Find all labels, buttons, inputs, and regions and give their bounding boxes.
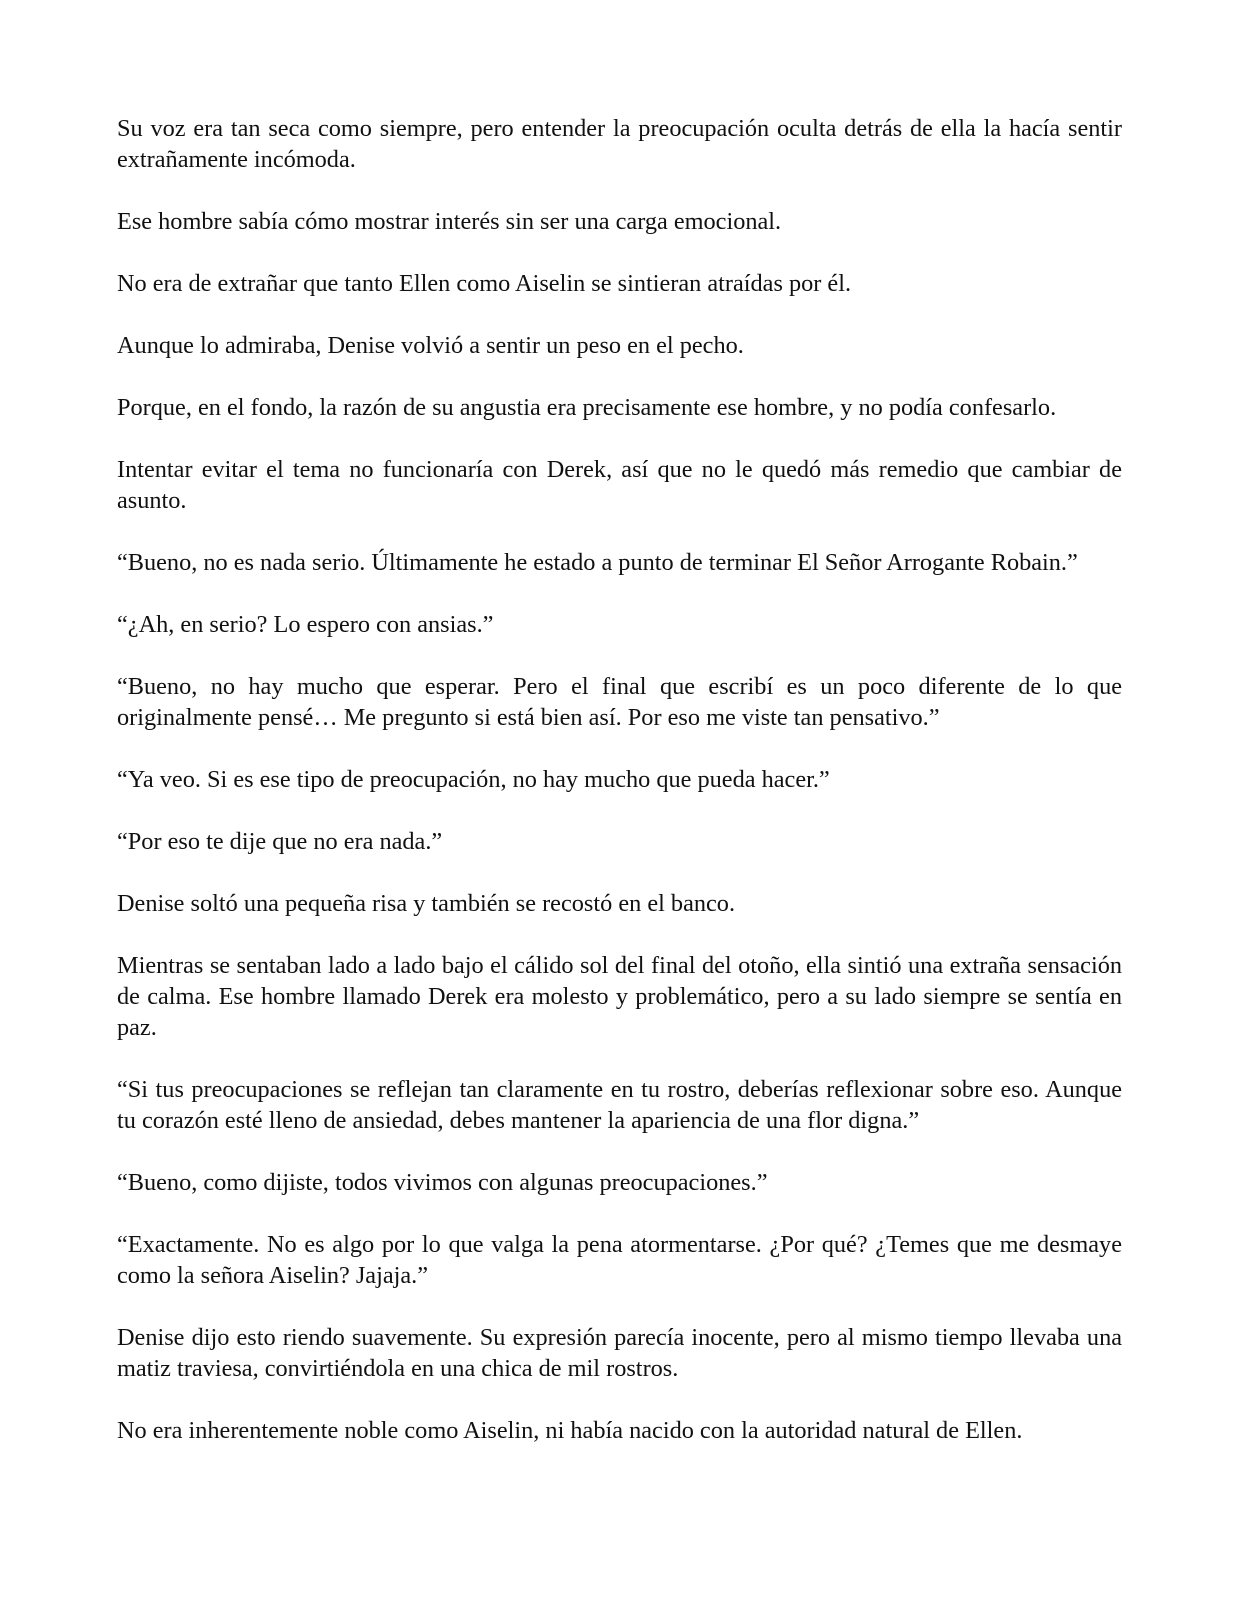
- paragraph: “Exactamente. No es algo por lo que valga la pena atormentarse. ¿Por qué? ¿Temes que me desmaye como la señora Aiselin? Jajaja.”: [117, 1231, 1122, 1289]
- paragraph: No era de extrañar que tanto Ellen como Aiselin se sintieran atraídas por él.: [117, 270, 852, 297]
- paragraph: Porque, en el fondo, la razón de su angustia era precisamente ese hombre, y no podía confesarlo.: [117, 394, 1057, 421]
- paragraph: “Bueno, no hay mucho que esperar. Pero el final que escribí es un poco diferente de lo que originalmente pensé… Me pregunto si está bien así. Por eso me viste tan pensativo.”: [117, 673, 1122, 731]
- paragraph: No era inherentemente noble como Aiselin, ni había nacido con la autoridad natural de Ellen.: [117, 1417, 1023, 1444]
- paragraph: “Por eso te dije que no era nada.”: [117, 828, 443, 855]
- paragraph: Ese hombre sabía cómo mostrar interés sin ser una carga emocional.: [117, 208, 782, 235]
- paragraph: “Si tus preocupaciones se reflejan tan claramente en tu rostro, deberías reflexionar sobre eso. Aunque tu corazón esté lleno de ansiedad, debes mantener la apariencia de una flor digna.”: [117, 1076, 1122, 1134]
- paragraph: Su voz era tan seca como siempre, pero entender la preocupación oculta detrás de ella la hacía sentir extrañamente incómoda.: [117, 115, 1122, 173]
- paragraph: Denise soltó una pequeña risa y también se recostó en el banco.: [117, 890, 736, 917]
- paragraph: Aunque lo admiraba, Denise volvió a sentir un peso en el pecho.: [117, 332, 744, 359]
- paragraph: Intentar evitar el tema no funcionaría con Derek, así que no le quedó más remedio que cambiar de asunto.: [117, 456, 1122, 514]
- paragraph: “Bueno, no es nada serio. Últimamente he estado a punto de terminar El Señor Arrogante Robain.”: [117, 549, 1078, 576]
- document-page: [117, 113, 1122, 1446]
- paragraph: “Bueno, como dijiste, todos vivimos con algunas preocupaciones.”: [117, 1169, 768, 1196]
- paragraph: “Ya veo. Si es ese tipo de preocupación, no hay mucho que pueda hacer.”: [117, 766, 830, 793]
- paragraph: Denise dijo esto riendo suavemente. Su expresión parecía inocente, pero al mismo tiempo llevaba una matiz traviesa, convirtiéndola en una chica de mil rostros.: [117, 1324, 1122, 1382]
- paragraph: “¿Ah, en serio? Lo espero con ansias.”: [117, 611, 494, 638]
- paragraph: Mientras se sentaban lado a lado bajo el cálido sol del final del otoño, ella sintió una extraña sensación de calma. Ese hombre llamado Derek era molesto y problemático, pero a su lado siempre se sentía en paz.: [117, 952, 1122, 1041]
